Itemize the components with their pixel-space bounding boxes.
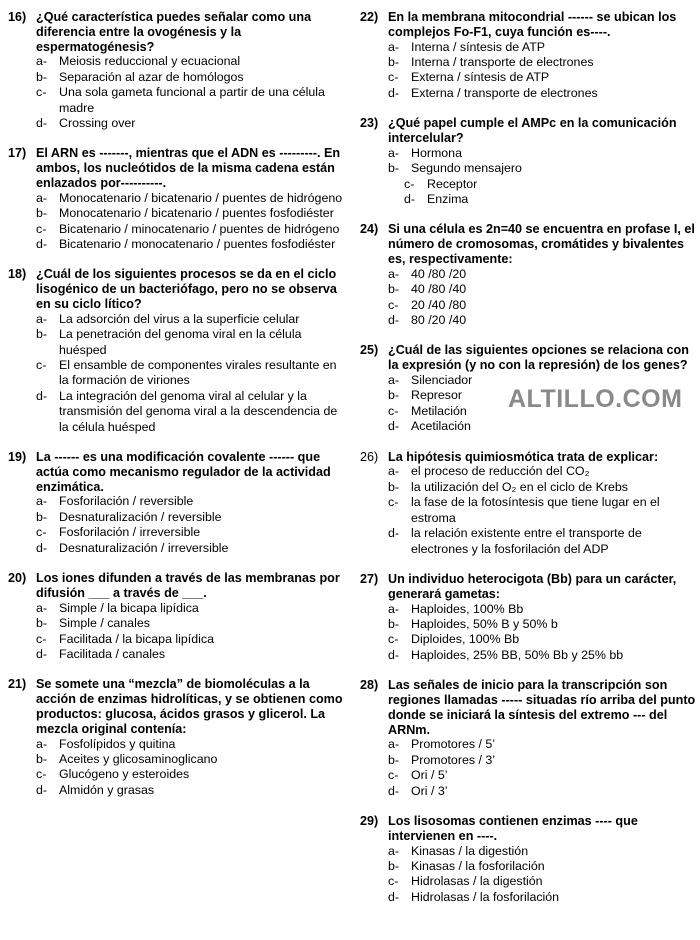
option-item — [36, 737, 348, 752]
question-number: 19) — [8, 450, 27, 465]
option-text: 80 /20 /40 — [411, 313, 467, 328]
question-29 — [360, 814, 696, 905]
option-item — [36, 783, 348, 798]
question-17 — [8, 146, 348, 252]
option-text: Represor — [411, 388, 462, 403]
option-item — [388, 86, 696, 101]
option-text: la fase de la fotosíntesis que tiene lugar en el estroma — [411, 495, 660, 525]
option-item — [388, 298, 696, 313]
question-22 — [360, 10, 696, 101]
option-item — [36, 327, 348, 358]
option-item — [36, 191, 348, 206]
option-letter: d- — [36, 646, 48, 661]
right-column — [360, 10, 696, 920]
option-letter: a- — [388, 737, 400, 752]
option-item — [388, 161, 696, 176]
option-letter: a- — [388, 373, 400, 388]
option-text: Silenciador — [411, 373, 473, 388]
question-number: 21) — [8, 677, 27, 692]
option-letter: d- — [388, 419, 400, 434]
option-letter: a- — [36, 54, 48, 69]
option-text: Segundo mensajero — [411, 161, 522, 176]
option-item — [388, 282, 696, 297]
option-letter: d- — [388, 889, 400, 904]
option-text: Externa / síntesis de ATP — [411, 70, 550, 85]
option-letter: d- — [388, 647, 400, 662]
question-number: 23) — [360, 116, 379, 131]
option-text: Una sola gameta funcional a partir de una célula madre — [59, 85, 325, 115]
option-letter: d- — [36, 782, 48, 797]
option-item — [388, 784, 696, 799]
option-item — [388, 844, 696, 859]
option-letter: d- — [404, 192, 416, 207]
question-20 — [8, 571, 348, 662]
option-item — [388, 753, 696, 768]
option-text: Facilitada / canales — [59, 646, 166, 661]
question-text: ¿Cuál de los siguientes procesos se da en el ciclo lisogénico de un bacteriófago, pero no se observa en su ciclo lítico? — [36, 267, 337, 312]
option-letter: b- — [36, 327, 48, 342]
option-item — [388, 617, 696, 632]
watermark-logo: ALTILLO.COM — [508, 385, 683, 413]
option-text: Acetilación — [411, 419, 471, 434]
option-letter: a- — [388, 843, 400, 858]
option-item — [388, 464, 696, 479]
option-letter: d- — [36, 116, 48, 131]
option-text: La penetración del genoma viral en la célula huésped — [59, 327, 302, 357]
question-27 — [360, 572, 696, 663]
option-text: Simple / canales — [59, 616, 150, 631]
option-item — [388, 495, 696, 526]
option-item — [36, 358, 348, 389]
option-letter: b- — [388, 388, 400, 403]
option-letter: c- — [36, 221, 47, 236]
option-text: Facilitada / la bicapa lipídica — [59, 631, 214, 646]
option-text: Ori / 3’ — [411, 783, 448, 798]
option-item — [388, 768, 696, 783]
option-text: Haploides, 25% BB, 50% Bb y 25% bb — [411, 647, 624, 662]
option-item — [388, 737, 696, 752]
option-letter: b- — [388, 752, 400, 767]
option-item — [388, 146, 696, 161]
option-text: 40 /80 /40 — [411, 282, 467, 297]
option-letter: d- — [388, 313, 400, 328]
option-letter: b- — [388, 55, 400, 69]
option-item — [36, 116, 348, 131]
option-letter: d- — [36, 540, 48, 555]
question-text: ¿Cuál de las siguientes opciones se relaciona con la expresión (y no con la represión) de los genes? — [388, 343, 689, 373]
option-letter: d- — [36, 388, 48, 403]
option-letter: a- — [388, 601, 400, 616]
question-text: Las señales de inicio para la transcripción son regiones llamadas ----- situadas río arriba del punto donde se iniciará la síntesis del extremo --- del ARNm. — [388, 678, 696, 737]
question-26 — [360, 450, 696, 557]
option-text: Interna / síntesis de ATP — [411, 39, 546, 54]
question-number: 16) — [8, 10, 27, 24]
option-text: Promotores / 3’ — [411, 752, 496, 767]
option-item — [36, 85, 348, 116]
option-item — [404, 177, 696, 192]
option-text: Meiosis reduccional y ecuacional — [59, 54, 241, 69]
option-item — [388, 480, 696, 495]
option-item — [388, 40, 696, 55]
option-text: 20 /40 /80 — [411, 297, 467, 312]
option-text: Fosforilación / reversible — [59, 494, 194, 509]
option-item — [36, 510, 348, 525]
option-text: Almidón y grasas — [59, 782, 155, 797]
option-text: Fosfolípidos y quitina — [59, 736, 176, 751]
option-letter: d- — [36, 237, 48, 252]
option-item — [388, 874, 696, 889]
option-item — [36, 206, 348, 221]
option-text: Metilación — [411, 403, 467, 418]
option-item — [36, 752, 348, 767]
option-text: Glucógeno y esteroides — [59, 767, 190, 782]
option-text: Aceites y glicosaminoglicano — [59, 751, 218, 766]
option-letter: a- — [36, 311, 48, 326]
option-text: Haploides, 50% B y 50% b — [411, 616, 558, 631]
option-letter: b- — [36, 509, 48, 524]
option-letter: a- — [388, 266, 400, 281]
option-item — [36, 54, 348, 69]
question-23 — [360, 116, 696, 207]
option-letter: a- — [36, 190, 48, 205]
option-text: Promotores / 5’ — [411, 737, 496, 752]
option-text: Bicatenario / minocatenario / puentes de hidrógeno — [59, 221, 340, 236]
option-text: La integración del genoma viral al celular y la transmisión del genoma viral a la descendencia de la célula huésped — [59, 388, 338, 434]
question-number: 25) — [360, 343, 379, 358]
option-letter: a- — [36, 494, 48, 509]
option-text: Externa / transporte de electrones — [411, 85, 598, 100]
option-item — [36, 222, 348, 237]
question-28 — [360, 678, 696, 799]
question-number: 17) — [8, 146, 27, 161]
option-letter: c- — [36, 85, 47, 100]
question-19 — [8, 450, 348, 556]
option-letter: c- — [388, 297, 399, 312]
option-letter: b- — [36, 69, 48, 84]
question-number: 26) — [360, 449, 379, 464]
option-letter: c- — [36, 767, 47, 782]
option-text: Crossing over — [59, 116, 136, 131]
option-text: Kinasas / la digestión — [411, 843, 529, 858]
option-item — [388, 602, 696, 617]
option-text: Diploides, 100% Bb — [411, 632, 520, 647]
option-letter: b- — [36, 616, 48, 631]
option-letter: c- — [36, 358, 47, 373]
option-item — [36, 647, 348, 662]
option-letter: c- — [388, 70, 399, 85]
option-text: Interna / transporte de electrones — [411, 55, 594, 69]
question-text: Los lisosomas contienen enzimas ---- que intervienen en ----. — [388, 813, 638, 843]
option-text: Desnaturalización / reversible — [59, 509, 222, 524]
question-text: El ARN es -------, mientras que el ADN es ---------. En ambos, los nucleótidos de la misma cadena están enlazados por----------. — [36, 146, 341, 191]
option-letter: a- — [36, 600, 48, 615]
option-text: El ensamble de componentes virales resultante en la formación de viriones — [59, 358, 337, 388]
option-letter: b- — [36, 751, 48, 766]
question-number: 24) — [360, 222, 379, 237]
option-letter: d- — [388, 85, 400, 100]
option-text: el proceso de reducción del CO₂ — [411, 464, 590, 479]
option-item — [36, 237, 348, 252]
question-text: En la membrana mitocondrial ------ se ubican los complejos Fo-F1, cuya función es----. — [388, 10, 677, 39]
option-item — [388, 859, 696, 874]
option-letter: b- — [388, 858, 400, 873]
question-number: 22) — [360, 10, 379, 24]
option-letter: a- — [388, 145, 400, 160]
option-text: Hidrolasas / la fosforilación — [411, 889, 560, 904]
question-text: La hipótesis quimiosmótica trata de explicar: — [388, 449, 659, 464]
option-text: Hormona — [411, 145, 462, 160]
option-letter: c- — [388, 874, 399, 889]
option-item — [36, 494, 348, 509]
option-text: Hidrolasas / la digestión — [411, 874, 543, 889]
left-column — [8, 10, 348, 813]
option-letter: a- — [388, 39, 400, 54]
option-item — [388, 890, 696, 905]
question-number: 27) — [360, 571, 379, 586]
option-item — [388, 648, 696, 663]
option-item — [36, 632, 348, 647]
option-item — [388, 55, 696, 70]
option-text: la utilización del O₂ en el ciclo de Krebs — [411, 479, 628, 494]
question-text: Un individuo heterocigota (Bb) para un carácter, generará gametas: — [388, 571, 677, 601]
option-text: Fosforilación / irreversible — [59, 525, 201, 540]
option-letter: c- — [36, 631, 47, 646]
question-text: Los iones difunden a través de las membranas por difusión ___ a través de ___. — [36, 571, 340, 600]
question-24 — [360, 222, 696, 328]
option-letter: b- — [388, 616, 400, 631]
option-text: Haploides, 100% Bb — [411, 601, 524, 616]
option-text: la relación existente entre el transporte de electrones y la fosforilación del ADP — [411, 526, 642, 556]
question-number: 20) — [8, 571, 27, 586]
option-letter: b- — [36, 206, 48, 221]
option-item — [404, 192, 696, 207]
question-text: Si una célula es 2n=40 se encuentra en profase I, el número de cromosomas, cromátides y bivalentes es, respectivamente: — [388, 222, 695, 267]
option-item — [36, 601, 348, 616]
question-number: 28) — [360, 678, 379, 693]
option-letter: a- — [36, 736, 48, 751]
option-letter: c- — [388, 403, 399, 418]
option-text: Receptor — [427, 176, 478, 191]
option-letter: d- — [388, 526, 400, 541]
option-item — [388, 70, 696, 85]
question-number: 29) — [360, 813, 379, 828]
option-text: 40 /80 /20 — [411, 266, 467, 281]
option-text: Separación al azar de homólogos — [59, 69, 244, 84]
option-letter: c- — [36, 525, 47, 540]
option-text: Monocatenario / bicatenario / puentes de hidrógeno — [59, 190, 343, 205]
option-letter: b- — [388, 161, 400, 176]
option-letter: c- — [404, 176, 415, 191]
option-item — [388, 526, 696, 557]
question-text: ¿Qué papel cumple el AMPc en la comunicación intercelular? — [388, 116, 677, 146]
option-text: Simple / la bicapa lipídica — [59, 600, 199, 615]
option-letter: c- — [388, 495, 399, 510]
question-18 — [8, 267, 348, 435]
option-letter: d- — [388, 783, 400, 798]
question-text: ¿Qué característica puedes señalar como una diferencia entre la ovogénesis y la espermatogénesis? — [36, 10, 312, 54]
question-text: La ------ es una modificación covalente ------ que actúa como mecanismo regulador de la actividad enzimática. — [36, 450, 331, 494]
option-item — [388, 419, 696, 434]
option-text: Desnaturalización / irreversible — [59, 540, 229, 555]
question-21 — [8, 677, 348, 798]
option-item — [388, 632, 696, 647]
option-text: La adsorción del virus a la superficie celular — [59, 311, 300, 326]
option-item — [388, 313, 696, 328]
option-item — [36, 616, 348, 631]
option-text: Monocatenario / bicatenario / puentes fosfodiéster — [59, 206, 334, 221]
option-item — [36, 312, 348, 327]
option-text: Kinasas / la fosforilación — [411, 858, 545, 873]
option-item — [36, 525, 348, 540]
question-text: Se somete una “mezcla” de biomoléculas a la acción de enzimas hidrolíticas, y se obtienen como productos: glucosa, ácidos grasos y glicerol. La mezcla original contenía: — [36, 677, 343, 736]
option-item — [36, 70, 348, 85]
option-text: Ori / 5’ — [411, 768, 448, 783]
question-number: 18) — [8, 267, 27, 282]
option-text: Enzima — [427, 192, 469, 207]
option-text: Bicatenario / monocatenario / puentes fosfodiéster — [59, 237, 336, 252]
option-item — [36, 389, 348, 435]
option-letter: a- — [388, 464, 400, 479]
option-item — [388, 267, 696, 282]
option-item — [36, 767, 348, 782]
option-item — [36, 541, 348, 556]
option-letter: b- — [388, 479, 400, 494]
option-letter: b- — [388, 282, 400, 297]
option-letter: c- — [388, 632, 399, 647]
question-16 — [8, 10, 348, 131]
option-letter: c- — [388, 768, 399, 783]
